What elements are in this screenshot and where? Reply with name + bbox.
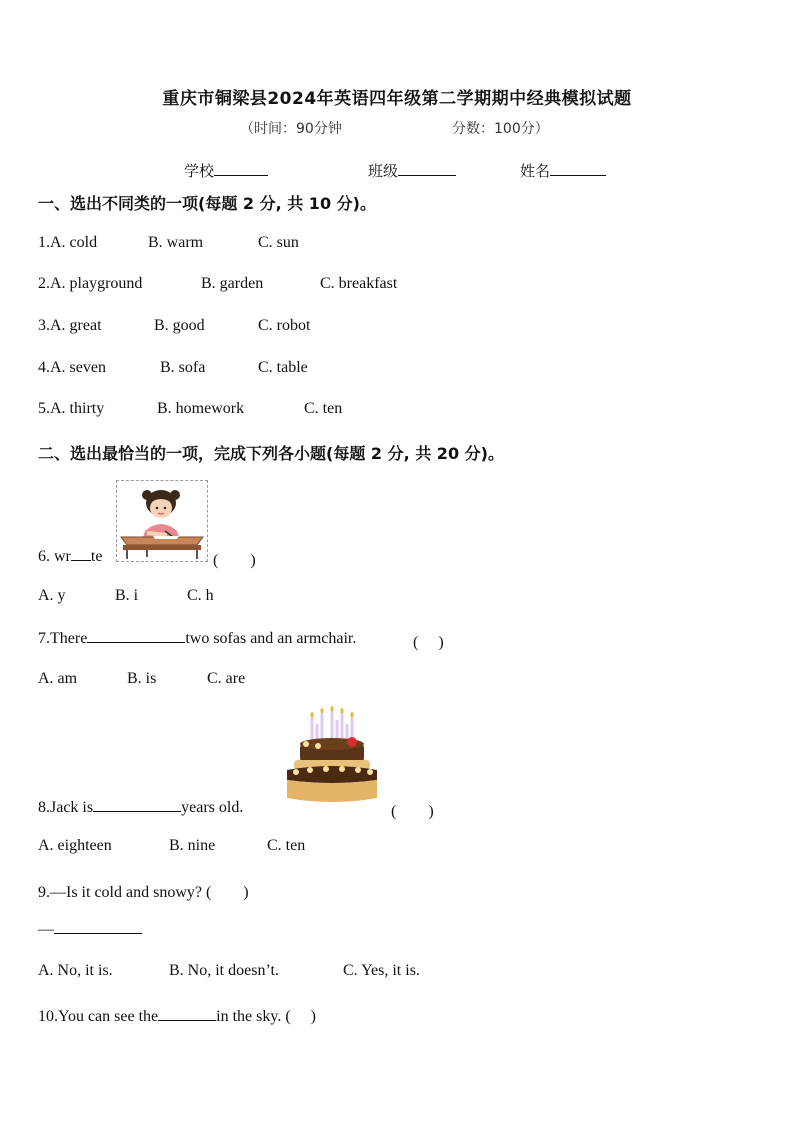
question-6 bbox=[38, 547, 102, 566]
q1-number: 1. bbox=[38, 234, 50, 251]
q8-option-c: C. ten bbox=[267, 837, 306, 854]
class-field bbox=[368, 160, 456, 181]
q3-option-a: A. great bbox=[50, 317, 102, 334]
name-blank[interactable] bbox=[550, 161, 606, 176]
q1-option-c: C. sun bbox=[258, 234, 299, 251]
q6-stem-end: te bbox=[90, 548, 103, 565]
school-field bbox=[184, 160, 268, 181]
q7-answer-paren[interactable]: ( ) bbox=[413, 634, 444, 651]
q5-option-a: A. thirty bbox=[50, 400, 105, 417]
q2-number: 2. bbox=[38, 275, 50, 292]
q7-stem-end: two sofas and an armchair. bbox=[185, 630, 357, 647]
question-10 bbox=[38, 1003, 316, 1026]
q1-option-b: B. warm bbox=[148, 234, 204, 251]
q8-answer-paren[interactable]: ( ) bbox=[391, 803, 434, 820]
q4-option-a: A. seven bbox=[50, 359, 106, 376]
q10-stem-end: in the sky. ( ) bbox=[216, 1008, 316, 1025]
q9-blank[interactable] bbox=[54, 920, 142, 934]
name-label: 姓名 bbox=[520, 162, 551, 180]
question-2 bbox=[38, 275, 397, 293]
q9-option-c: C. Yes, it is. bbox=[343, 962, 420, 979]
q5-option-b: B. homework bbox=[157, 400, 245, 417]
q8-stem-end: years old. bbox=[181, 799, 244, 816]
girl-writing-icon bbox=[117, 481, 207, 561]
q6-stem-start: 6. wr bbox=[38, 548, 71, 565]
q6-blank[interactable] bbox=[71, 547, 91, 561]
q10-stem-start: 10.You can see the bbox=[38, 1008, 159, 1025]
class-label: 班级 bbox=[368, 162, 399, 180]
school-blank[interactable] bbox=[214, 161, 268, 176]
q9-answer-line bbox=[38, 920, 142, 939]
q7-stem-start: 7.There bbox=[38, 630, 88, 647]
q7-option-b: B. is bbox=[127, 670, 157, 687]
question-9: 9.—Is it cold and snowy? ( ) bbox=[38, 884, 249, 901]
birthday-cake-image bbox=[282, 706, 382, 806]
question-4 bbox=[38, 359, 308, 377]
q2-option-a: A. playground bbox=[50, 275, 143, 292]
q6-option-b: B. i bbox=[115, 587, 139, 604]
school-label: 学校 bbox=[184, 162, 215, 180]
q3-option-c: C. robot bbox=[258, 317, 311, 334]
q6-option-a: A. y bbox=[38, 587, 66, 604]
q5-option-c: C. ten bbox=[304, 400, 343, 417]
girl-writing-image bbox=[116, 480, 208, 562]
q8-stem-start: 8.Jack is bbox=[38, 799, 94, 816]
q7-option-c: C. are bbox=[207, 670, 246, 687]
q9-options bbox=[38, 962, 420, 980]
q4-number: 4. bbox=[38, 359, 50, 376]
section2-heading: 二、选出最恰当的一项，完成下列各小题(每题 2 分, 共 20 分)。 bbox=[38, 444, 504, 463]
q2-option-c: C. breakfast bbox=[320, 275, 398, 292]
question-8 bbox=[38, 798, 243, 817]
q9-option-a: A. No, it is. bbox=[38, 962, 113, 979]
q6-answer-paren[interactable]: ( ) bbox=[213, 552, 256, 569]
section1-heading: 一、选出不同类的一项(每题 2 分, 共 10 分)。 bbox=[38, 194, 376, 213]
question-1 bbox=[38, 234, 299, 252]
q8-option-a: A. eighteen bbox=[38, 837, 112, 854]
q2-option-b: B. garden bbox=[201, 275, 264, 292]
q3-option-b: B. good bbox=[154, 317, 205, 334]
exam-time: （时间：90分钟 bbox=[240, 121, 342, 137]
class-blank[interactable] bbox=[398, 161, 456, 176]
page-title: 重庆市铜梁县2024年英语四年级第二学期期中经典模拟试题 bbox=[162, 89, 632, 109]
q1-option-a: A. cold bbox=[50, 234, 98, 251]
q6-options bbox=[38, 587, 214, 605]
exam-score: 分数：100分） bbox=[452, 121, 549, 137]
q9-answer-dash: — bbox=[38, 921, 54, 938]
name-field bbox=[520, 160, 606, 181]
q4-option-b: B. sofa bbox=[160, 359, 206, 376]
q7-blank[interactable] bbox=[87, 629, 185, 643]
q8-blank[interactable] bbox=[93, 798, 181, 812]
q5-number: 5. bbox=[38, 400, 50, 417]
q4-option-c: C. table bbox=[258, 359, 308, 376]
q10-blank[interactable] bbox=[158, 1007, 216, 1021]
question-7 bbox=[38, 629, 356, 648]
question-5 bbox=[38, 400, 342, 418]
q3-number: 3. bbox=[38, 317, 50, 334]
q6-option-c: C. h bbox=[187, 587, 214, 604]
q9-option-b: B. No, it doesn’t. bbox=[169, 962, 279, 979]
q7-option-a: A. am bbox=[38, 670, 78, 687]
q8-option-b: B. nine bbox=[169, 837, 216, 854]
q8-options bbox=[38, 837, 305, 855]
birthday-cake-icon bbox=[282, 706, 382, 806]
question-3 bbox=[38, 317, 310, 335]
q7-options bbox=[38, 670, 245, 688]
